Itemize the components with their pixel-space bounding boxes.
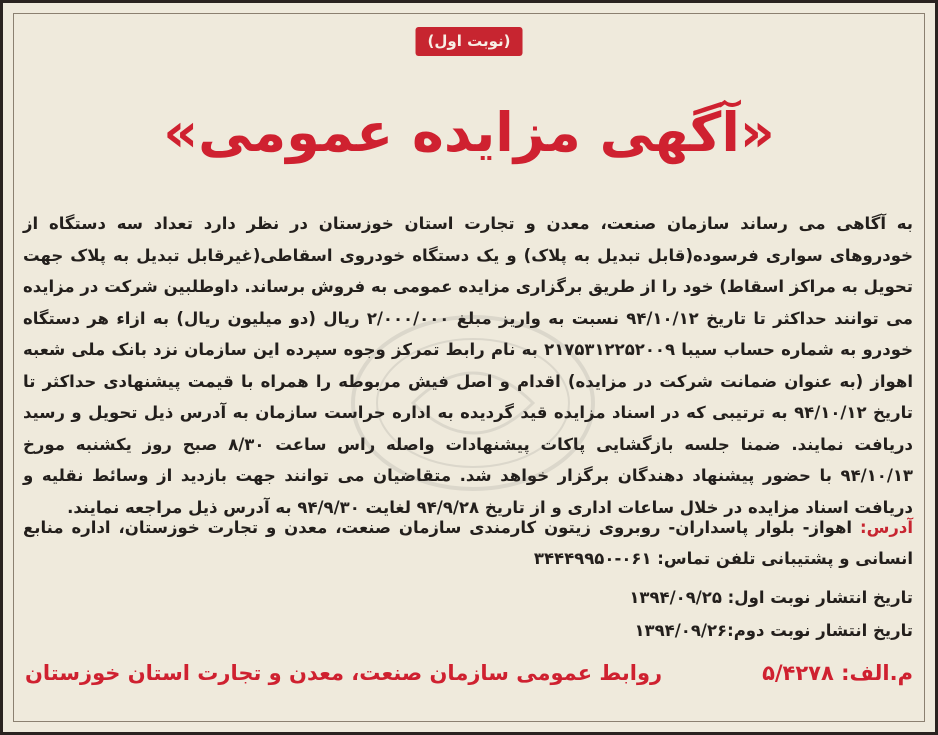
notice-headline: «آگهی مزایده عمومی»: [163, 101, 775, 164]
address-label: آدرس:: [859, 518, 913, 537]
address-block: [23, 512, 913, 574]
second-publish-date: تاریخ انتشار نوبت دوم:۱۳۹۴/۰۹/۲۶: [634, 621, 913, 640]
notice-code: م.الف: ۵/۴۲۷۸: [762, 661, 913, 685]
notice-body: به آگاهی می رساند سازمان صنعت، معدن و تجارت استان خوزستان در نظر دارد تعداد سه دستگاه از خودروهای سواری فرسوده(قابل تبدیل به پلاک) و یک دستگاه خودروی اسقاطی(غیرقابل تبدیل به پلاک جهت تحویل به مراکز اسقاط) خود را از طریق برگزاری مزایده عمومی به فروش برساند. داوطلبین شرکت در مزایده می توانند حداکثر تا تاریخ ۹۴/۱۰/۱۲ نسبت به واریز مبلغ ۲/۰۰۰/۰۰۰ ریال (دو میلیون ریال) به ازاء هر دستگاه خودرو به شماره حساب سیبا ۲۱۷۵۳۱۲۲۵۲۰۰۹ به نام رابط تمرکز وجوه سپرده این سازمان نزد بانک ملی شعبه اهواز (به عنوان ضمانت شرکت در مزایده) اقدام و اصل فیش مربوطه را همراه با قیمت پیشنهادی حداکثر تا تاریخ ۹۴/۱۰/۱۲ به ترتیبی که در اسناد مزایده قید گردیده به اداره حراست سازمان به آدرس ذیل تحویل و رسید دریافت نمایند. ضمنا جلسه بازگشایی پاکات پیشنهادات واصله راس ساعت ۸/۳۰ صبح روز یکشنبه مورخ ۹۴/۱۰/۱۳ با حضور پیشنهاد دهندگان برگزار خواهد شد. متقاضیان می توانند جهت بازدید از وسائط نقلیه و دریافت اسناد مزایده در خلال ساعات اداری و از تاریخ ۹۴/۹/۲۸ لغایت ۹۴/۹/۳۰ به آدرس ذیل مراجعه نمایند.: [23, 214, 914, 517]
first-publish-date: تاریخ انتشار نوبت اول: ۱۳۹۴/۰۹/۲۵: [629, 588, 913, 607]
publisher-name: روابط عمومی سازمان صنعت، معدن و تجارت استان خوزستان: [25, 661, 663, 685]
round-badge: (نوبت اول): [416, 27, 523, 56]
publish-dates: [629, 581, 913, 647]
address-text: اهواز- بلوار پاسداران- روبروی زیتون کارمندی سازمان صنعت، معدن و تجارت خوزستان، اداره منابع انسانی و پشتیبانی تلفن تماس: ۰۶۱-۳۴۴۴۹۹۵۰: [23, 518, 913, 568]
notice-footer: [25, 653, 913, 693]
